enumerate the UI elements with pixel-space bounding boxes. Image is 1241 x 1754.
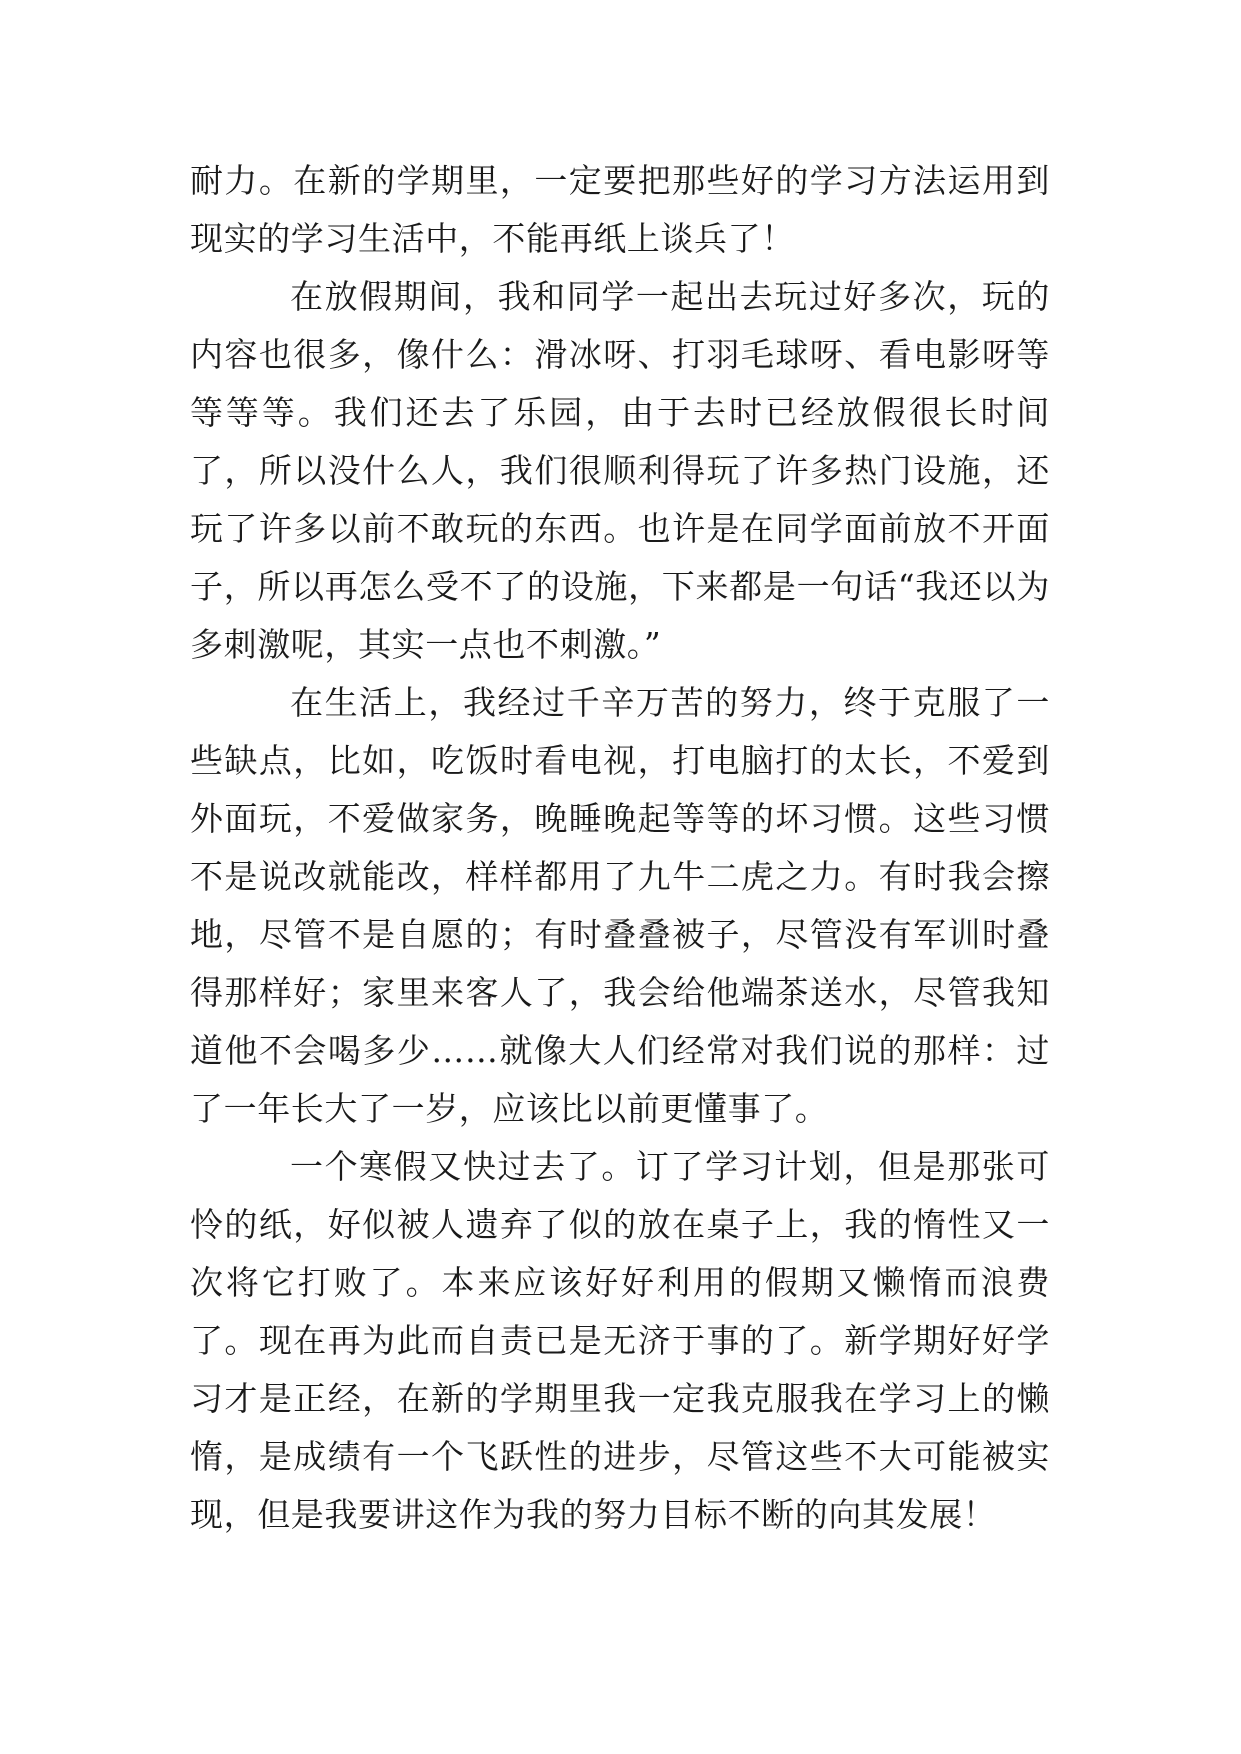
paragraph-1: 耐力。在新的学期里，一定要把那些好的学习方法运用到现实的学习生活中，不能再纸上谈兵了！ <box>190 161 1050 258</box>
paragraph-2: 在放假期间，我和同学一起出去玩过好多次，玩的内容也很多，像什么：滑冰呀、打羽毛球呀、看电影呀等等等等。我们还去了乐园，由于去时已经放假很长时间了，所以没什么人，我们很顺利得玩了许多热门设施，还玩了许多以前不敢玩的东西。也许是在同学面前放不开面子，所以再怎么受不了的设施，下来都是一句话“我还以为多刺激呢，其实一点也不刺激。” <box>190 277 1050 664</box>
paragraph-4: 一个寒假又快过去了。订了学习计划，但是那张可怜的纸，好似被人遗弃了似的放在桌子上，我的惰性又一次将它打败了。本来应该好好利用的假期又懒惰而浪费了。现在再为此而自责已是无济于事的了。新学期好好学习才是正经，在新的学期里我一定我克服我在学习上的懒惰，是成绩有一个飞跃性的进步，尽管这些不大可能被实现，但是我要讲这作为我的努力目标不断的向其发展！ <box>190 1147 1050 1534</box>
paragraph-3: 在生活上，我经过千辛万苦的努力，终于克服了一些缺点，比如，吃饭时看电视，打电脑打的太长，不爱到外面玩，不爱做家务，晚睡晚起等等的坏习惯。这些习惯不是说改就能改，样样都用了九牛二虎之力。有时我会擦地，尽管不是自愿的；有时叠叠被子，尽管没有军训时叠得那样好；家里来客人了，我会给他端茶送水，尽管我知道他不会喝多少……就像大人们经常对我们说的那样：过了一年长大了一岁，应该比以前更懂事了。 <box>190 683 1050 1128</box>
document-body <box>190 152 1050 1544</box>
